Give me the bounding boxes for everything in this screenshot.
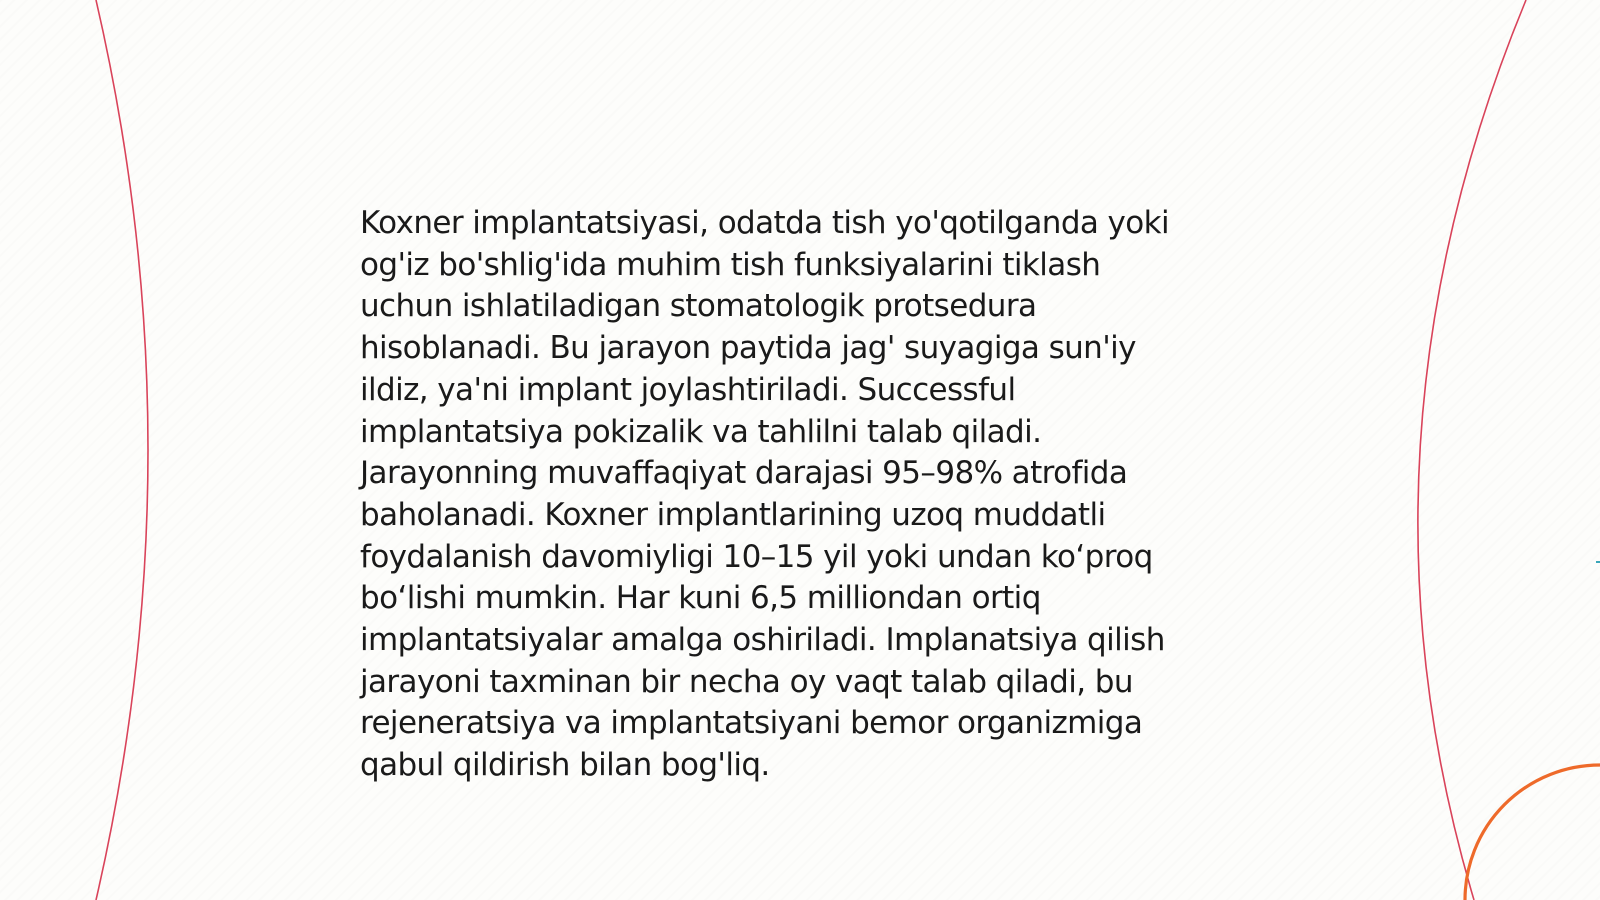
body-line: og'iz bo'shlig'ida muhim tish funksiyalarini tiklash — [360, 246, 1101, 283]
left-curve — [96, 0, 148, 900]
body-line: foydalanish davomiyligi 10–15 yil yoki undan koʻproq — [360, 538, 1153, 575]
body-line: boʻlishi mumkin. Har kuni 6,5 milliondan ortiq — [360, 580, 1041, 617]
body-line: qabul qildirish bilan bog'liq. — [360, 747, 770, 784]
body-paragraph — [360, 203, 1260, 787]
body-line: baholanadi. Koxner implantlarining uzoq muddatli — [360, 496, 1106, 533]
body-line: Koxner implantatsiyasi, odatda tish yo'qotilganda yoki — [360, 205, 1170, 241]
body-line: rejeneratsiya va implantatsiyani bemor organizmiga — [360, 705, 1143, 742]
body-line: hisoblanadi. Bu jarayon paytida jag' suyagiga sun'iy — [360, 330, 1136, 367]
body-line: Jarayonning muvaffaqiyat darajasi 95–98% atrofida — [360, 455, 1128, 492]
right-curve — [1418, 0, 1526, 900]
body-line: jarayoni taxminan bir necha oy vaqt talab qiladi, bu — [360, 663, 1133, 700]
body-line: implantatsiya pokizalik va tahlilni talab qiladi. — [360, 413, 1042, 450]
body-line: ildiz, ya'ni implant joylashtiriladi. Successful — [360, 371, 1016, 408]
orange-circle-arc — [1465, 765, 1600, 900]
body-line: implantatsiyalar amalga oshiriladi. Implanatsiya qilish — [360, 622, 1165, 659]
body-line: uchun ishlatiladigan stomatologik protsedura — [360, 288, 1037, 325]
